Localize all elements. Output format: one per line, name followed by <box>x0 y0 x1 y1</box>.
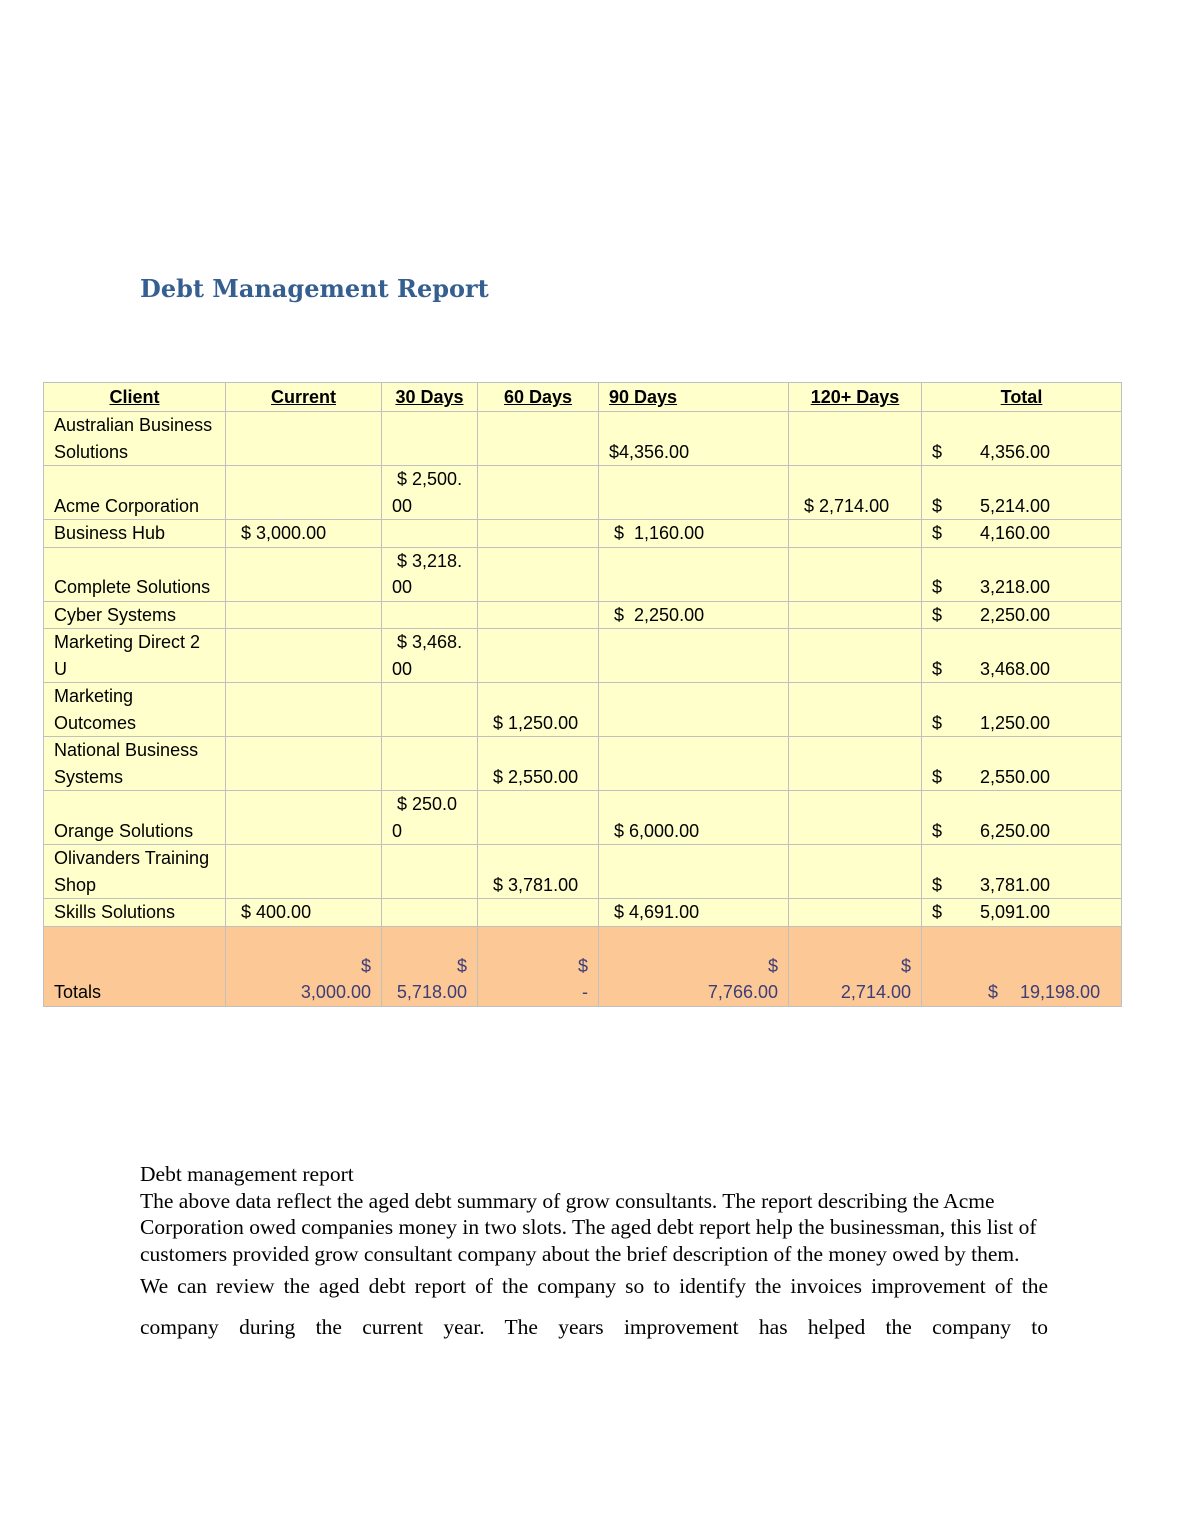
table-row <box>44 601 1122 629</box>
60-days-cell <box>478 791 599 845</box>
body-paragraph-1: The above data reflect the aged debt summary of grow consultants. The report describing the Acme Corporation owed companies money in two slots. The aged debt report help the businessman, this list of customers provided grow consultant company about the brief description of the money owed by them. <box>140 1188 1037 1266</box>
60-days-cell: $ 1,250.00 <box>478 683 599 737</box>
report-body <box>140 1161 1048 1348</box>
current-cell <box>226 547 382 601</box>
column-header-90-days: 90 Days <box>599 383 789 412</box>
total-cell: $ 3,468.00 <box>922 629 1122 683</box>
total-cell: $ 1,250.00 <box>922 683 1122 737</box>
totals-30-days-cell: $ 5,718.00 <box>382 926 478 1006</box>
column-header-30-days: 30 Days <box>382 383 478 412</box>
90-days-cell <box>599 629 789 683</box>
current-cell <box>226 845 382 899</box>
total-cell: $ 2,250.00 <box>922 601 1122 629</box>
total-cell: $ 4,160.00 <box>922 520 1122 548</box>
totals-60-days-cell: $ - <box>478 926 599 1006</box>
60-days-cell <box>478 629 599 683</box>
90-days-cell <box>599 683 789 737</box>
60-days-cell <box>478 520 599 548</box>
table-row <box>44 520 1122 548</box>
30-days-cell: $ 3,468.00 <box>382 629 478 683</box>
30-days-cell <box>382 683 478 737</box>
body-heading: Debt management report <box>140 1162 354 1186</box>
30-days-cell: $ 3,218.00 <box>382 547 478 601</box>
current-cell <box>226 737 382 791</box>
60-days-cell <box>478 466 599 520</box>
current-cell <box>226 466 382 520</box>
table-row <box>44 845 1122 899</box>
column-header-60-days: 60 Days <box>478 383 599 412</box>
120-days-cell <box>789 520 922 548</box>
current-cell <box>226 601 382 629</box>
90-days-cell: $ 6,000.00 <box>599 791 789 845</box>
table-header-row <box>44 383 1122 412</box>
table-row <box>44 683 1122 737</box>
client-cell: Marketing Direct 2 U <box>44 629 226 683</box>
totals-current-cell: $ 3,000.00 <box>226 926 382 1006</box>
120-days-cell <box>789 601 922 629</box>
30-days-cell: $ 2,500.00 <box>382 466 478 520</box>
client-cell: Complete Solutions <box>44 547 226 601</box>
current-cell: $ 3,000.00 <box>226 520 382 548</box>
120-days-cell <box>789 791 922 845</box>
document-title: Debt Management Report <box>140 274 489 303</box>
90-days-cell <box>599 737 789 791</box>
table-row <box>44 412 1122 466</box>
total-cell: $ 3,781.00 <box>922 845 1122 899</box>
table-row <box>44 466 1122 520</box>
table-row <box>44 547 1122 601</box>
90-days-cell: $4,356.00 <box>599 412 789 466</box>
totals-120-days-cell: $ 2,714.00 <box>789 926 922 1006</box>
30-days-cell: $ 250.00 <box>382 791 478 845</box>
total-cell: $ 3,218.00 <box>922 547 1122 601</box>
30-days-cell <box>382 520 478 548</box>
30-days-cell <box>382 737 478 791</box>
120-days-cell <box>789 547 922 601</box>
column-header-total: Total <box>922 383 1122 412</box>
90-days-cell <box>599 845 789 899</box>
column-header-current: Current <box>226 383 382 412</box>
client-cell: Cyber Systems <box>44 601 226 629</box>
120-days-cell <box>789 629 922 683</box>
30-days-cell <box>382 899 478 927</box>
current-cell <box>226 791 382 845</box>
60-days-cell <box>478 412 599 466</box>
30-days-cell <box>382 845 478 899</box>
total-cell: $ 4,356.00 <box>922 412 1122 466</box>
120-days-cell <box>789 737 922 791</box>
client-cell: National Business Systems <box>44 737 226 791</box>
120-days-cell <box>789 845 922 899</box>
total-cell: $ 2,550.00 <box>922 737 1122 791</box>
60-days-cell: $ 2,550.00 <box>478 737 599 791</box>
60-days-cell <box>478 601 599 629</box>
table-row <box>44 899 1122 927</box>
client-cell: Australian Business Solutions <box>44 412 226 466</box>
table-row <box>44 737 1122 791</box>
client-cell: Business Hub <box>44 520 226 548</box>
30-days-cell <box>382 412 478 466</box>
client-cell: Orange Solutions <box>44 791 226 845</box>
90-days-cell <box>599 547 789 601</box>
column-header-120-days: 120+ Days <box>789 383 922 412</box>
120-days-cell: $ 2,714.00 <box>789 466 922 520</box>
90-days-cell: $ 4,691.00 <box>599 899 789 927</box>
total-cell: $ 6,250.00 <box>922 791 1122 845</box>
30-days-cell <box>382 601 478 629</box>
totals-row <box>44 926 1122 1006</box>
totals-90-days-cell: $ 7,766.00 <box>599 926 789 1006</box>
current-cell <box>226 683 382 737</box>
current-cell <box>226 629 382 683</box>
table-row <box>44 629 1122 683</box>
total-cell: $ 5,091.00 <box>922 899 1122 927</box>
client-cell: Marketing Outcomes <box>44 683 226 737</box>
120-days-cell <box>789 412 922 466</box>
90-days-cell <box>599 466 789 520</box>
client-cell: Skills Solutions <box>44 899 226 927</box>
120-days-cell <box>789 683 922 737</box>
client-cell: Olivanders Training Shop <box>44 845 226 899</box>
total-cell: $ 5,214.00 <box>922 466 1122 520</box>
60-days-cell <box>478 899 599 927</box>
current-cell <box>226 412 382 466</box>
table-row <box>44 791 1122 845</box>
60-days-cell <box>478 547 599 601</box>
totals-label: Totals <box>44 926 226 1006</box>
totals-total-cell: $ 19,198.00 <box>922 926 1122 1006</box>
90-days-cell: $ 2,250.00 <box>599 601 789 629</box>
column-header-client: Client <box>44 383 226 412</box>
client-cell: Acme Corporation <box>44 466 226 520</box>
60-days-cell: $ 3,781.00 <box>478 845 599 899</box>
body-paragraph-2: We can review the aged debt report of the company so to identify the invoices improvement of the company during the current year. The years improvement has helped the company to <box>140 1274 1048 1339</box>
120-days-cell <box>789 899 922 927</box>
90-days-cell: $ 1,160.00 <box>599 520 789 548</box>
aged-debt-table <box>43 382 1122 1007</box>
current-cell: $ 400.00 <box>226 899 382 927</box>
